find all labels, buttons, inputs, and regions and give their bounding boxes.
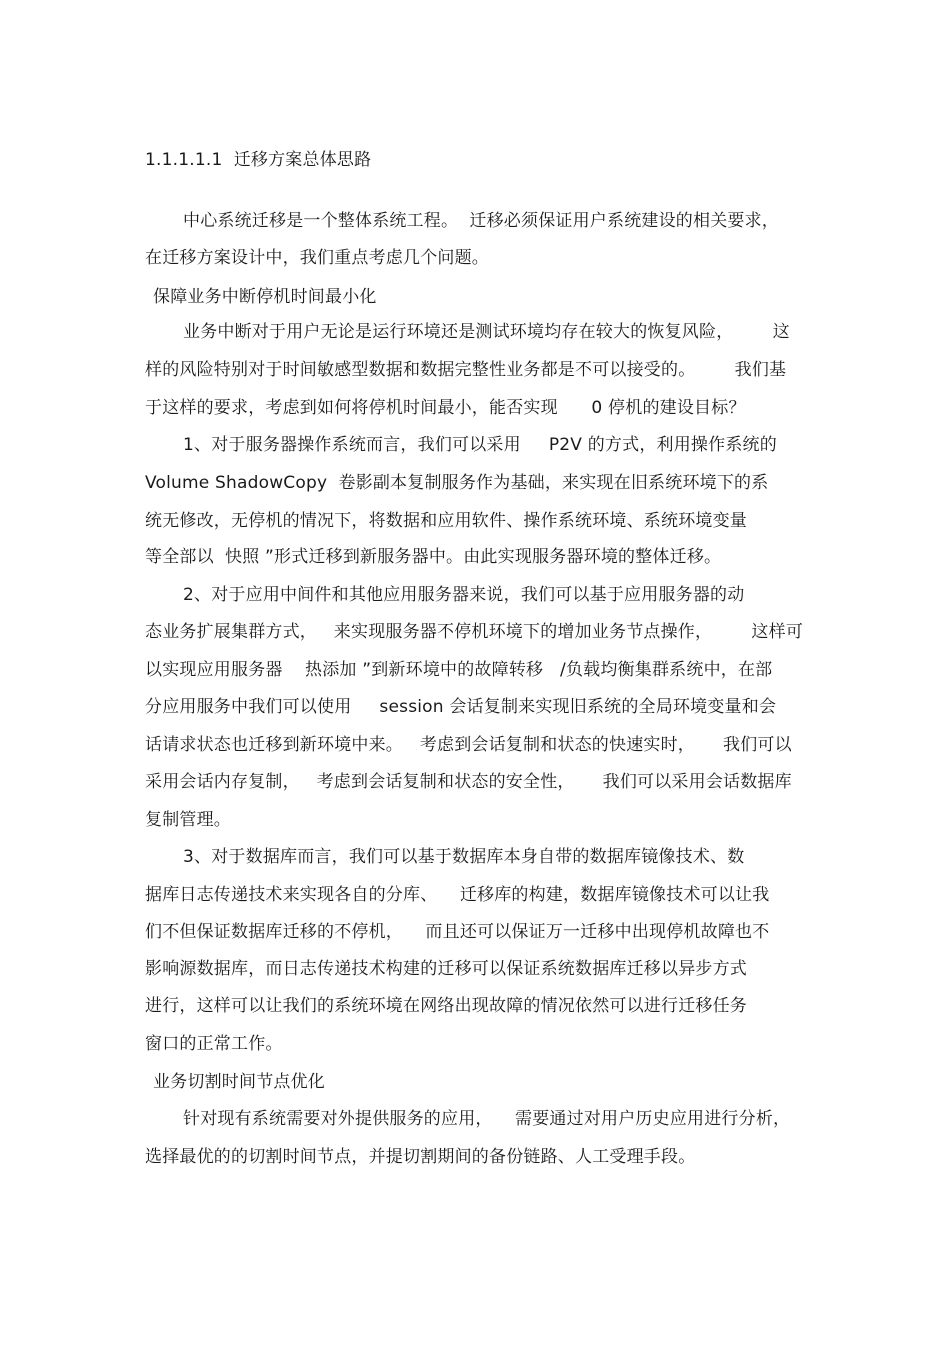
text-line: 分应用服务中我们可以使用 session 会话复制来实现旧系统的全局环境变量和会 <box>145 697 777 717</box>
text-line: 进行，这样可以让我们的系统环境在网络出现故障的情况依然可以进行迁移任务 <box>145 996 747 1016</box>
subheading: 保障业务中断停机时间最小化 <box>153 287 377 307</box>
text-line: 影响源数据库，而日志传递技术构建的迁移可以保证系统数据库迁移以异步方式 <box>145 959 747 979</box>
text-line: 复制管理。 <box>145 810 231 830</box>
text-line: 在迁移方案设计中，我们重点考虑几个问题。 <box>145 248 489 268</box>
text-line: 态业务扩展集群方式， 来实现服务器不停机环境下的增加业务节点操作， 这样可 <box>145 622 804 642</box>
text-line: 3、对于数据库而言，我们可以基于数据库本身自带的数据库镜像技术、数 <box>183 847 745 867</box>
text-line: 中心系统迁移是一个整体系统工程。 迁移必须保证用户系统建设的相关要求， <box>183 211 780 231</box>
text-line: 们不但保证数据库迁移的不停机， 而且还可以保证万一迁移中出现停机故障也不 <box>145 922 770 942</box>
text-line: 采用会话内存复制， 考虑到会话复制和状态的安全性， 我们可以采用会话数据库 <box>145 772 792 792</box>
section-heading: 1.1.1.1.1 迁移方案总体思路 <box>145 150 372 170</box>
text-line: 样的风险特别对于时间敏感型数据和数据完整性业务都是不可以接受的。 我们基 <box>145 360 787 380</box>
text-line: 统无修改，无停机的情况下，将数据和应用软件、操作系统环境、系统环境变量 <box>145 511 747 531</box>
text-line: 话请求状态也迁移到新环境中来。 考虑到会话复制和状态的快速实时， 我们可以 <box>145 735 792 755</box>
text-line: 1、对于服务器操作系统而言，我们可以采用 P2V 的方式，利用操作系统的 <box>183 435 777 455</box>
subheading: 业务切割时间节点优化 <box>153 1072 325 1092</box>
text-line: 2、对于应用中间件和其他应用服务器来说，我们可以基于应用服务器的动 <box>183 585 745 605</box>
text-line: 业务中断对于用户无论是运行环境还是测试环境均存在较大的恢复风险， 这 <box>183 322 790 342</box>
text-line: 选择最优的的切割时间节点，并提切割期间的备份链路、人工受理手段。 <box>145 1147 696 1167</box>
text-line: 窗口的正常工作。 <box>145 1034 283 1054</box>
text-line: 以实现应用服务器 热添加 ”到新环境中的故障转移 /负载均衡集群系统中，在部 <box>145 660 773 680</box>
text-line: 针对现有系统需要对外提供服务的应用， 需要通过对用户历史应用进行分析， <box>183 1109 791 1129</box>
text-line: 等全部以 快照 ”形式迁移到新服务器中。由此实现服务器环境的整体迁移。 <box>145 547 722 567</box>
text-line: 据库日志传递技术来实现各自的分库、 迁移库的构建，数据库镜像技术可以让我 <box>145 885 770 905</box>
text-line: 于这样的要求，考虑到如何将停机时间最小，能否实现 0 停机的建设目标？ <box>145 398 746 418</box>
text-line: Volume ShadowCopy 卷影副本复制服务作为基础，来实现在旧系统环境下的系 <box>145 473 769 493</box>
